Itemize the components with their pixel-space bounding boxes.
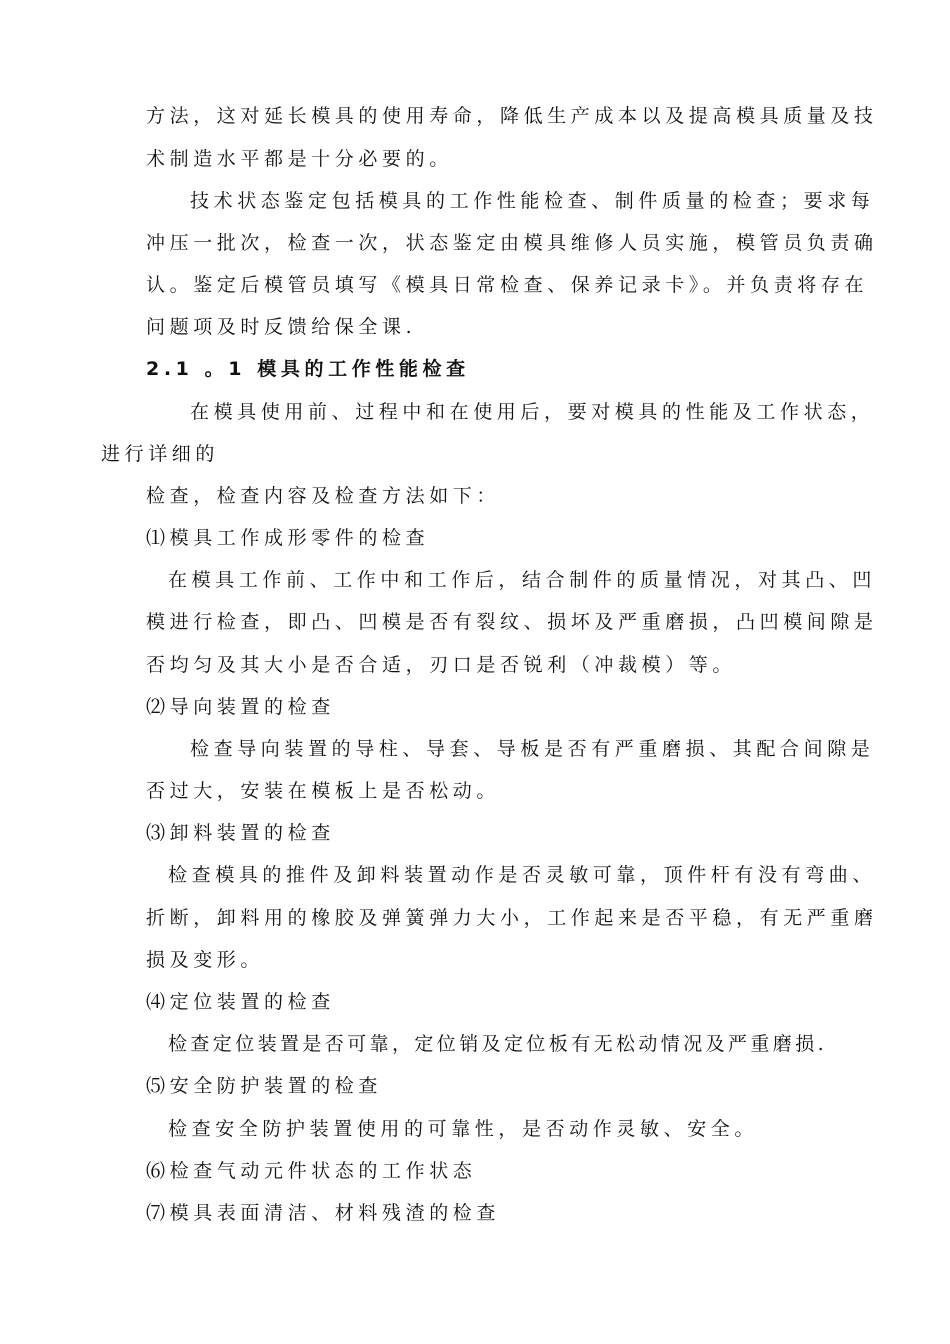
paragraph-line: 模进行检查，即凸、凹模是否有裂纹、损坏及严重磨损，凸凹模间隙是	[146, 611, 878, 633]
list-item-heading: ⑹检查气动元件状态的工作状态	[146, 1160, 477, 1182]
paragraph-line: 检查安全防护装置使用的可靠性，是否动作灵敏、安全。	[168, 1118, 759, 1140]
list-item-heading: ⑶卸料装置的检查	[146, 822, 335, 844]
paragraph-line: 在模具工作前、工作中和工作后，结合制件的质量情况，对其凸、凹	[168, 569, 877, 591]
paragraph-line: 术制造水平都是十分必要的。	[146, 148, 453, 170]
paragraph-line: 检查模具的推件及卸料装置动作是否灵敏可靠，顶件杆有没有弯曲、	[168, 864, 877, 886]
paragraph-line: 方法，这对延长模具的使用寿命，降低生产成本以及提高模具质量及技	[146, 105, 878, 127]
paragraph-line: 技术状态鉴定包括模具的工作性能检查、制件质量的检查；要求每	[190, 190, 875, 212]
list-item-heading: ⑸安全防护装置的检查	[146, 1075, 383, 1097]
section-heading: 2.1 。1 模具的工作性能检查	[146, 358, 470, 380]
list-item-heading: ⑵导向装置的检查	[146, 696, 335, 718]
paragraph-line: 损及变形。	[146, 949, 265, 971]
list-item-heading: ⑷定位装置的检查	[146, 991, 335, 1013]
paragraph-line: 检查定位装置是否可靠，定位销及定位板有无松动情况及严重磨损.	[168, 1033, 828, 1055]
paragraph-line: 进行详细的	[101, 443, 220, 465]
paragraph-line: 认。鉴定后模管员填写《模具日常检查、保养记录卡》。并负责将存在	[146, 274, 869, 296]
paragraph-line: 问题项及时反馈给保全课.	[146, 316, 417, 338]
list-item-heading: ⑴模具工作成形零件的检查	[146, 527, 430, 549]
paragraph-line: 冲压一批次，检查一次，状态鉴定由模具维修人员实施，模管员负责确	[146, 232, 878, 254]
list-item-heading: ⑺模具表面清洁、材料残渣的检查	[146, 1202, 501, 1224]
paragraph-line: 折断，卸料用的橡胶及弹簧弹力大小，工作起来是否平稳，有无严重磨	[146, 907, 878, 929]
paragraph-line: 在模具使用前、过程中和在使用后，要对模具的性能及工作状态，	[190, 401, 875, 423]
paragraph-line: 检查导向装置的导柱、导套、导板是否有严重磨损、其配合间隙是	[190, 738, 875, 760]
paragraph-line: 检查，检查内容及检查方法如下：	[146, 485, 501, 507]
paragraph-line: 否过大，安装在模板上是否松动。	[146, 780, 501, 802]
paragraph-line: 否均匀及其大小是否合适，刃口是否锐利（冲裁模）等。	[146, 654, 737, 676]
